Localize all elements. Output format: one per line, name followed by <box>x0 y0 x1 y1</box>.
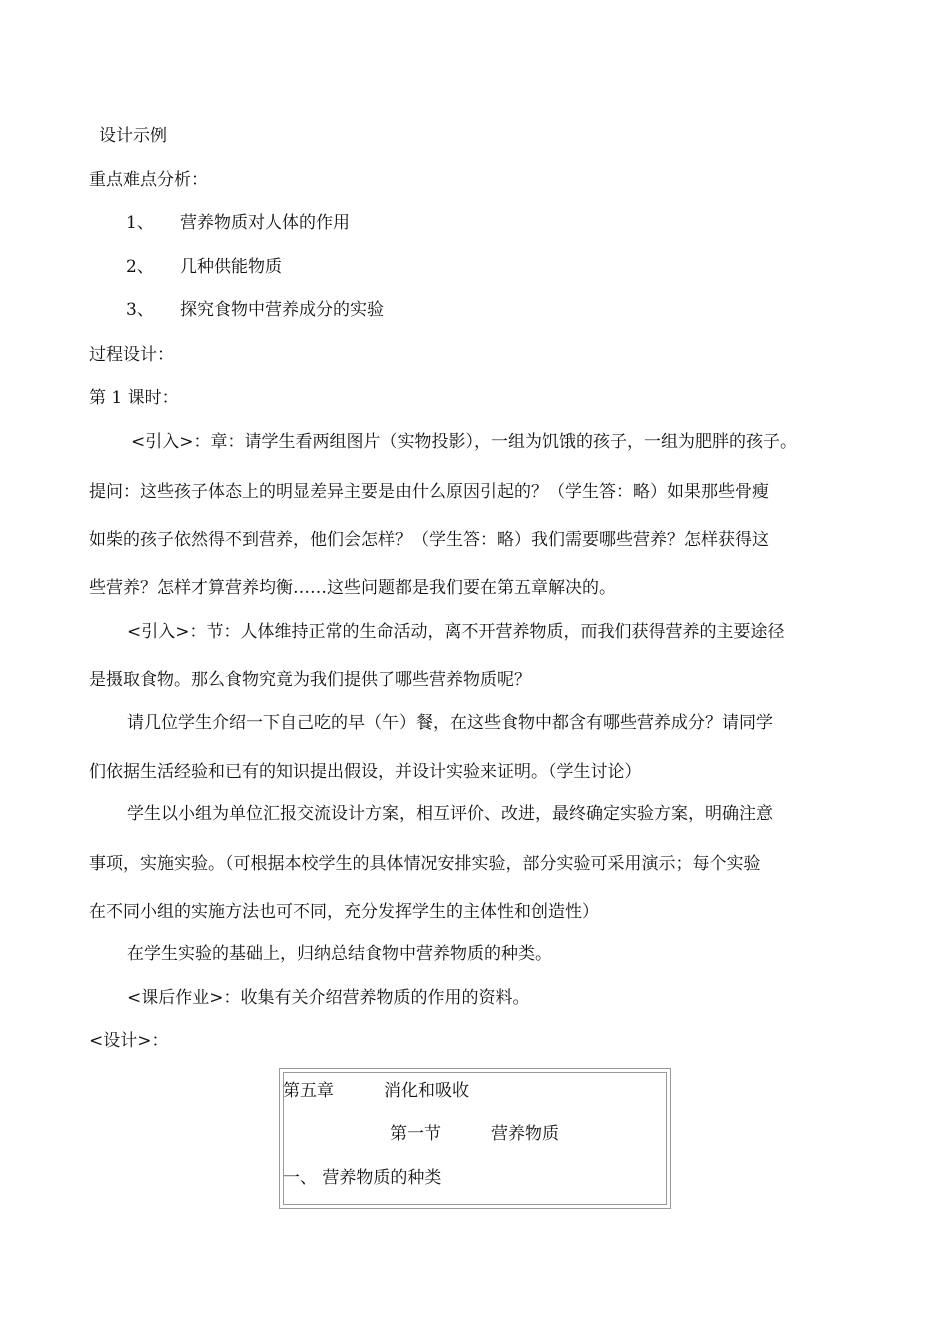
section-title: 营养物质 <box>491 1124 559 1144</box>
paragraph-intro-line: 提问：这些孩子体态上的明显差异主要是由什么原因引起的？（学生答：略）如果那些骨瘦 <box>89 482 769 502</box>
chapter-title: 消化和吸收 <box>384 1081 469 1101</box>
paragraph-section-line: <引入>：节：人体维持正常的生命活动，离不开营养物质，而我们获得营养的主要途径 <box>127 622 785 642</box>
paragraph-intro-line: 如柴的孩子依然得不到营养，他们会怎样？（学生答：略）我们需要哪些营养？怎样获得这 <box>89 530 769 550</box>
paragraph-homework: <课后作业>：收集有关介绍营养物质的作用的资料。 <box>127 988 530 1008</box>
focus-item-text: 营养物质对人体的作用 <box>180 213 350 233</box>
focus-item-3 <box>126 300 384 320</box>
focus-item-number: 2、 <box>126 257 154 277</box>
focus-title: 重点难点分析： <box>89 170 208 190</box>
doc-heading: 设计示例 <box>99 126 167 146</box>
paragraph-experiment-line: 事项，实施实验。（可根据本校学生的具体情况安排实验，部分实验可采用演示；每个实验 <box>89 854 761 874</box>
blackboard-design-box <box>279 1068 671 1209</box>
section-label: 第一节 <box>390 1124 441 1144</box>
lesson-title: 第 1 课时： <box>89 388 179 408</box>
chapter-label: 第五章 <box>283 1081 334 1101</box>
focus-item-number: 3、 <box>126 300 154 320</box>
paragraph-experiment-line: 在不同小组的实施方法也可不同，充分发挥学生的主体性和创造性） <box>89 902 599 922</box>
paragraph-students-line: 们依据生活经验和已有的知识提出假设，并设计实验来证明。（学生讨论） <box>89 762 642 782</box>
paragraph-intro-line: 些营养？怎样才算营养均衡……这些问题都是我们要在第五章解决的。 <box>89 578 616 598</box>
paragraph-summary: 在学生实验的基础上，归纳总结食物中营养物质的种类。 <box>127 944 552 964</box>
design-label: <设计>： <box>89 1031 169 1051</box>
process-title: 过程设计： <box>89 345 174 365</box>
paragraph-section-line: 是摄取食物。那么食物究竟为我们提供了哪些营养物质呢？ <box>89 670 531 690</box>
focus-item-text: 探究食物中营养成分的实验 <box>180 300 384 320</box>
focus-item-number: 1、 <box>126 213 154 233</box>
paragraph-students-line: 请几位学生介绍一下自己吃的早（午）餐，在这些食物中都含有哪些营养成分？请同学 <box>127 713 773 733</box>
focus-item-1 <box>126 213 350 233</box>
paragraph-intro-line: <引入>：章：请学生看两组图片（实物投影），一组为饥饿的孩子，一组为肥胖的孩子。 <box>131 432 797 452</box>
focus-item-2 <box>126 257 282 277</box>
board-point: 一、 营养物质的种类 <box>283 1168 442 1188</box>
focus-item-text: 几种供能物质 <box>180 257 282 277</box>
paragraph-experiment-line: 学生以小组为单位汇报交流设计方案，相互评价、改进，最终确定实验方案，明确注意 <box>127 804 773 824</box>
